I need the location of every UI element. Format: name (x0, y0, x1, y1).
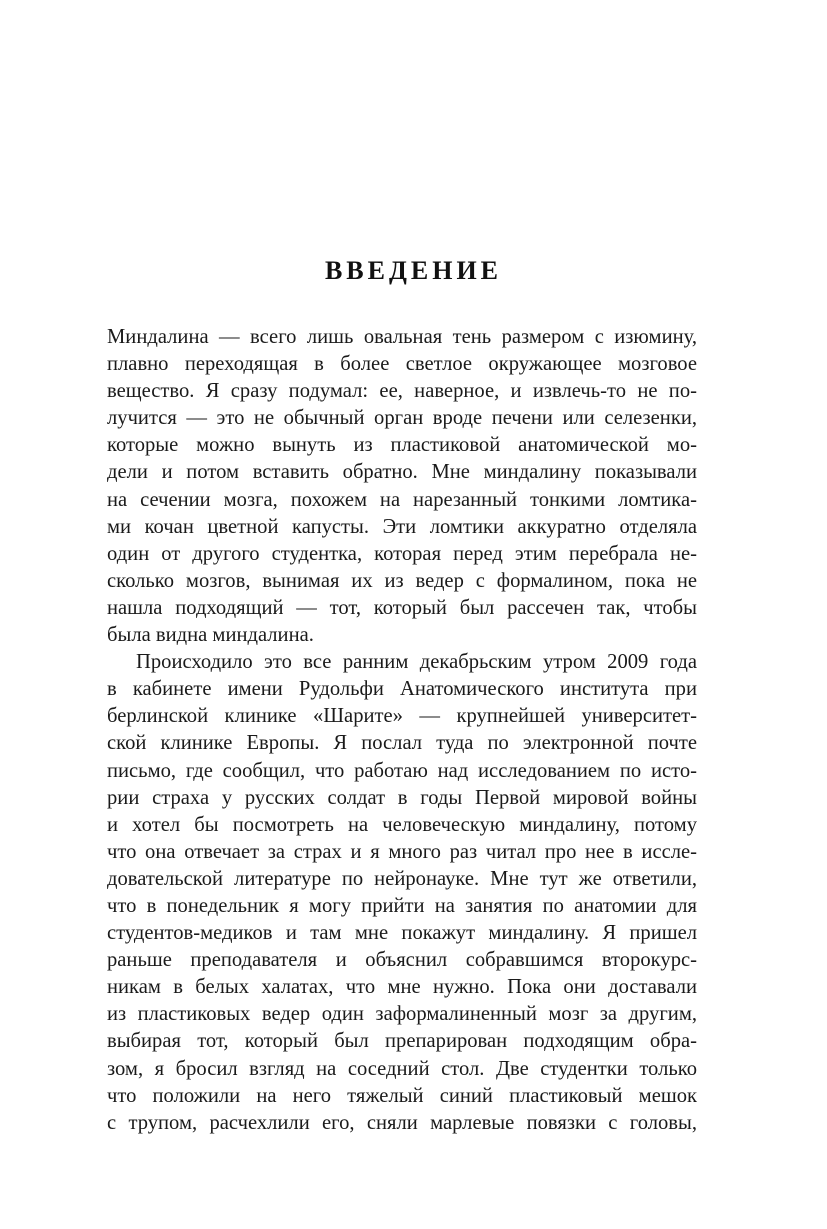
text-line: рии страха у русских солдат в годы Первой мировой войны (107, 786, 697, 809)
text-line: с трупом, расчехлили его, сняли марлевые повязки с головы, (107, 1111, 697, 1134)
text-line: дели и потом вставить обратно. Мне миндалину показывали (107, 461, 697, 484)
text-line: студентов-медиков и там мне покажут миндалину. Я пришел (107, 922, 697, 945)
text-line: на сечении мозга, похожем на нарезанный тонкими ломтика- (107, 488, 697, 511)
text-line: довательской литературе по нейронауке. Мне тут же ответили, (107, 867, 697, 890)
text-line: нашла подходящий — тот, который был рассечен так, чтобы (107, 596, 697, 619)
text-line: раньше преподавателя и объяснил собравшимся второкурс- (107, 949, 697, 972)
text-line: из пластиковых ведер один заформалиненный мозг за другим, (107, 1003, 697, 1026)
text-line: в кабинете имени Рудольфи Анатомического института при (107, 678, 697, 701)
text-line: что в понедельник я могу прийти на занятия по анатомии для (107, 894, 697, 917)
text-line: берлинской клинике «Шарите» — крупнейшей университет- (107, 705, 697, 728)
text-line: лучится — это не обычный орган вроде печени или селезенки, (107, 407, 697, 430)
text-line: никам в белых халатах, что мне нужно. Пока они доставали (107, 976, 697, 999)
text-line: вещество. Я сразу подумал: ее, наверное, и извлечь-то не по- (107, 380, 697, 403)
text-line: Миндалина — всего лишь овальная тень размером с изюмину, (107, 326, 697, 348)
text-line: была видна миндалина. (107, 624, 314, 647)
text-line: выбирая тот, который был препарирован подходящим обра- (107, 1030, 697, 1053)
paragraph (107, 324, 697, 649)
text-line: что она отвечает за страх и я много раз читал про нее в иссле- (107, 840, 697, 863)
text-line: один от другого студентка, которая перед этим перебрала не- (107, 542, 697, 565)
text-line: плавно переходящая в более светлое окружающее мозговое (107, 353, 697, 376)
paragraph (107, 649, 697, 1137)
text-line: зом, я бросил взгляд на соседний стол. Две студентки только (107, 1057, 697, 1080)
body-text (107, 324, 697, 1137)
text-line: что положили на него тяжелый синий пластиковый мешок (107, 1084, 697, 1107)
text-line: Происходило это все ранним декабрьским утром 2009 года (136, 651, 697, 674)
text-line: которые можно вынуть из пластиковой анатомической мо- (107, 434, 697, 457)
text-line: сколько мозгов, вынимая их из ведер с формалином, пока не (107, 569, 697, 592)
text-line: и хотел бы посмотреть на человеческую миндалину, потому (107, 813, 697, 836)
text-line: ми кочан цветной капусты. Эти ломтики аккуратно отделяла (107, 515, 697, 538)
page-title: ВВЕДЕНИЕ (324, 256, 503, 285)
text-line: письмо, где сообщил, что работаю над исследованием по исто- (107, 759, 697, 782)
text-line: ской клинике Европы. Я послал туда по электронной почте (107, 732, 697, 755)
